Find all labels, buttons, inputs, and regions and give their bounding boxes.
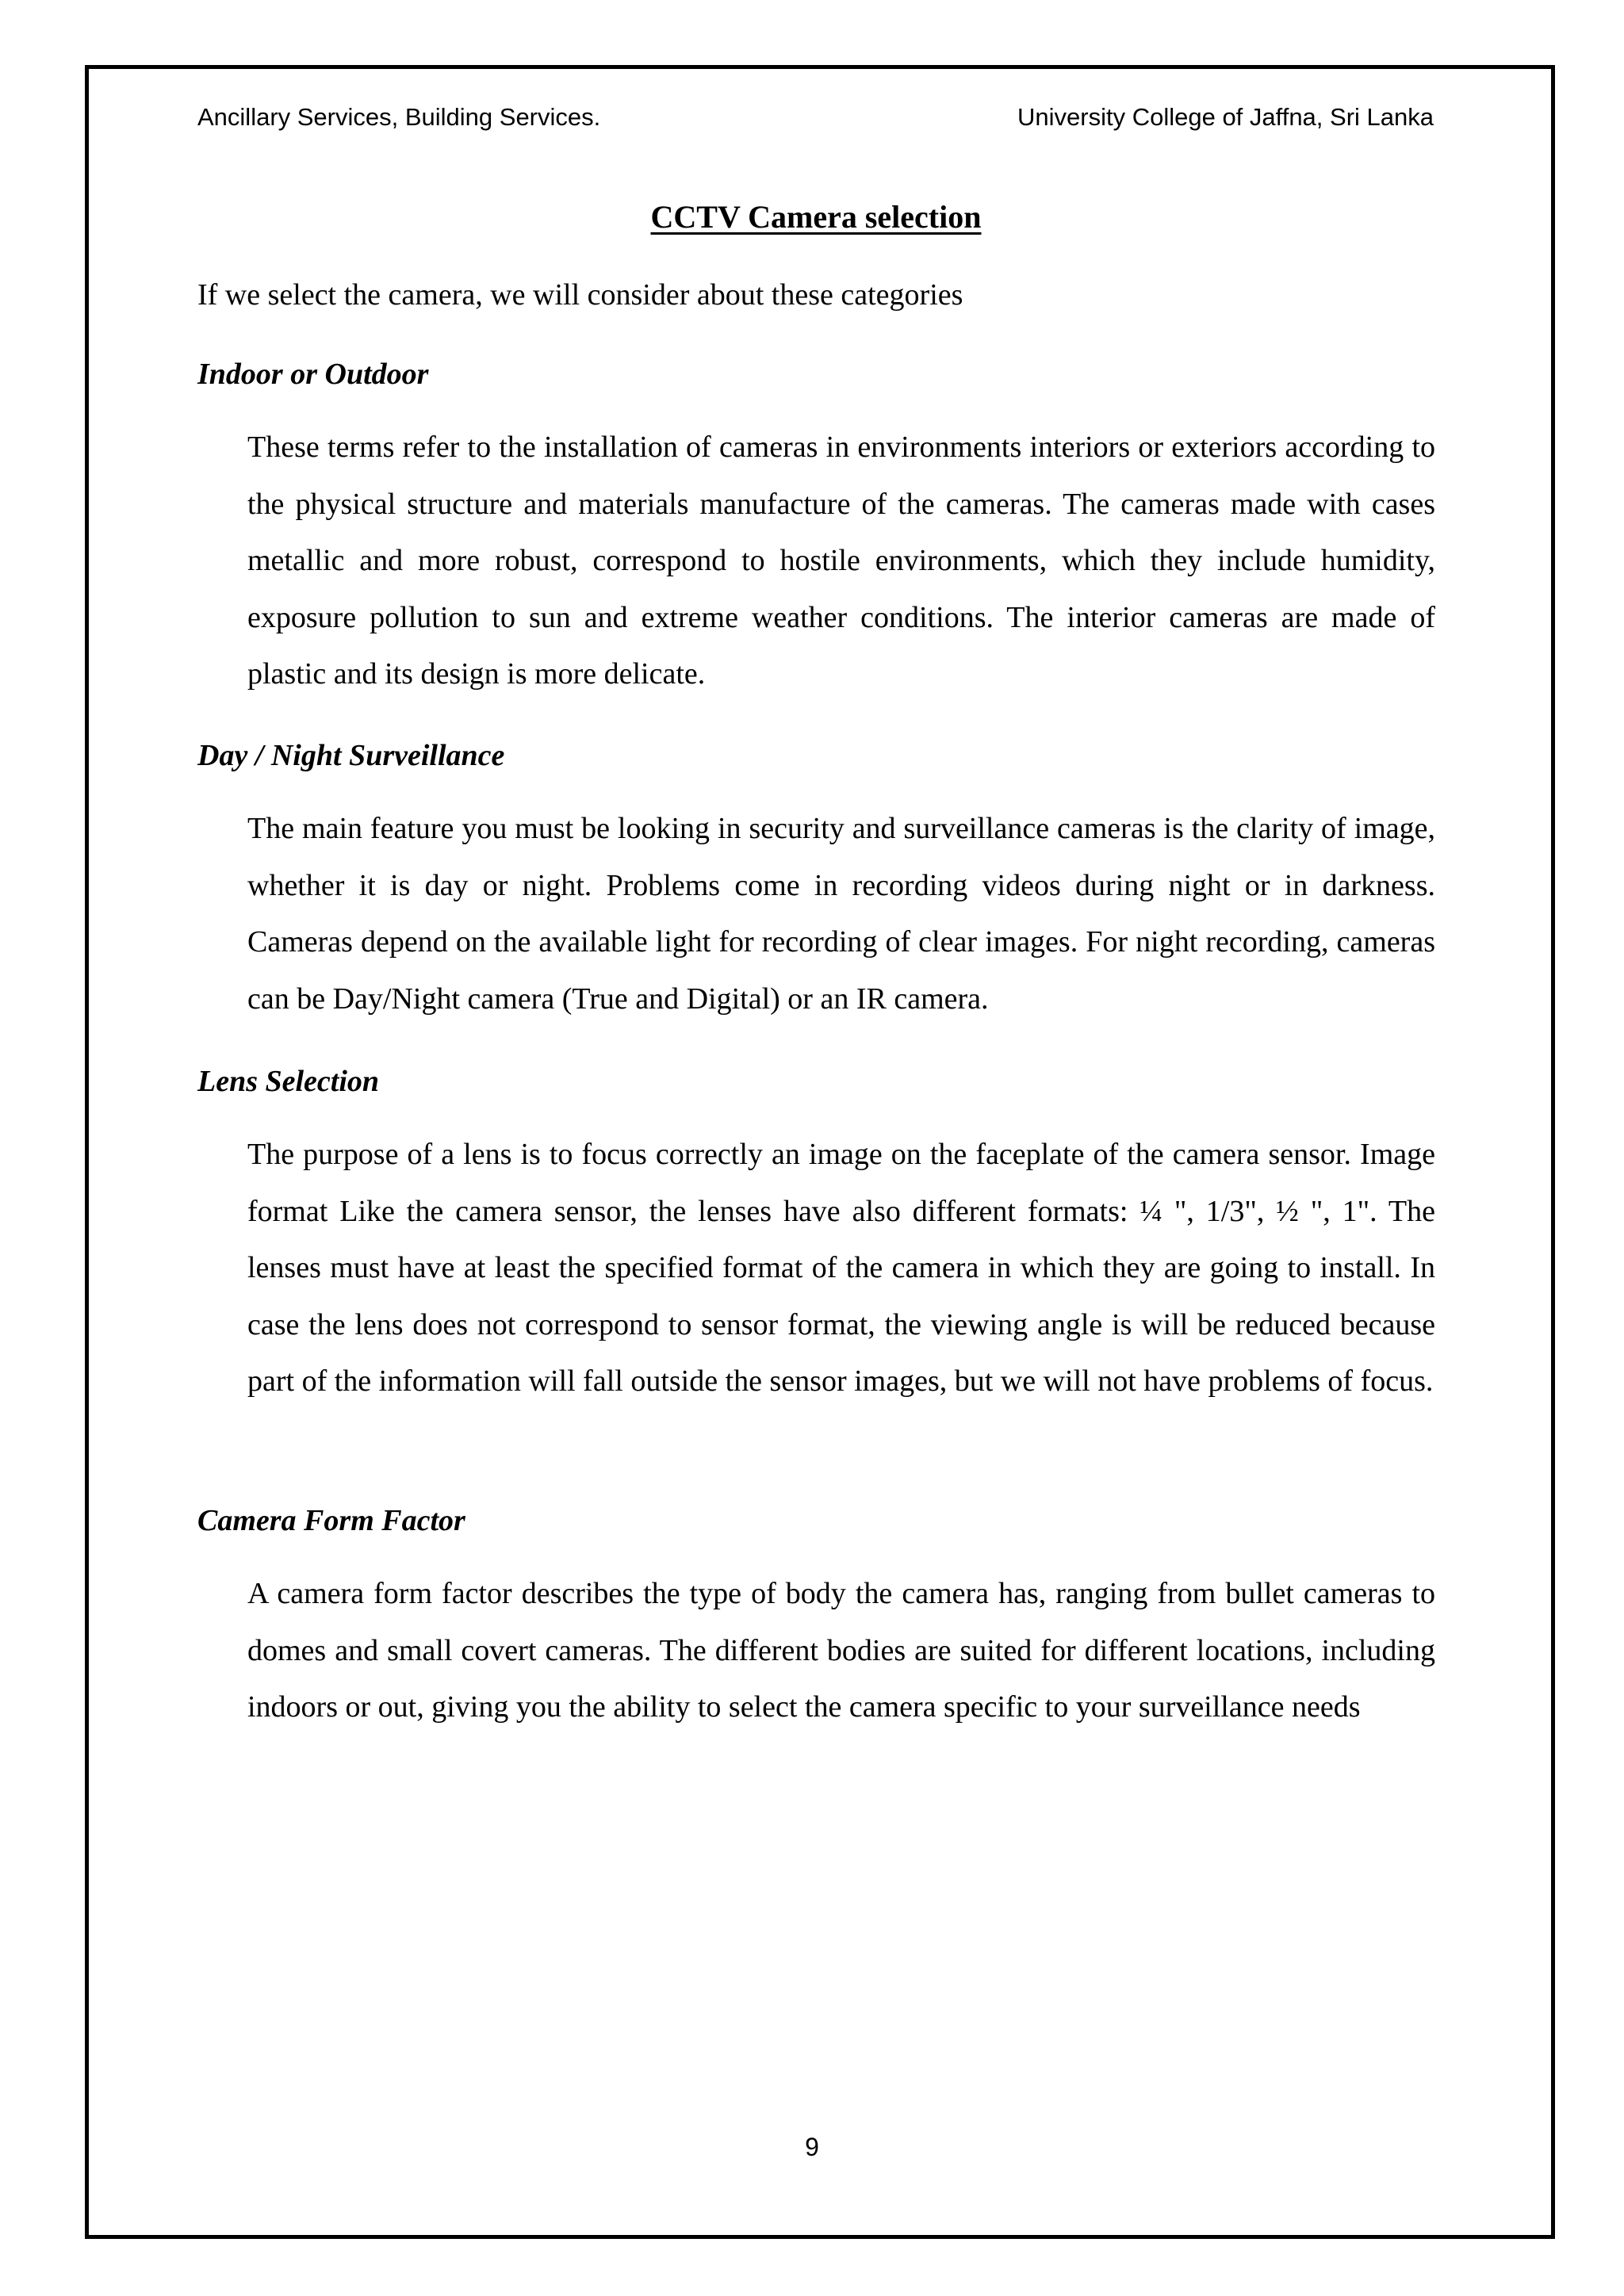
section-body-camera-form-factor: A camera form factor describes the type of body the camera has, ranging from bullet cameras to domes and small covert cameras. The different bodies are suited for different locations, including indoors or out, giving you the ability to select the camera specific to your surveillance needs <box>247 1577 1435 1724</box>
section-body-lens-selection: The purpose of a lens is to focus correctly an image on the faceplate of the camera sensor. Image format Like the camera sensor, the lenses have also different formats: ¼ ", 1/3", ½ ", 1". The lenses must have at least the specified format of the camera in which they are going to install. In case the lens does not correspond to sensor format, the viewing angle is will be reduced because part of the information will fall outside the sensor images, but we will not have problems of focus. <box>247 1138 1435 1398</box>
section-body-indoor-outdoor: These terms refer to the installation of cameras in environments interiors or exteriors according to the physical structure and materials manufacture of the cameras. The cameras made with cases metallic and more robust, correspond to hostile environments, which they include humidity, exposure pollution to sun and extreme weather conditions. The interior cameras are made of plastic and its design is more delicate. <box>247 430 1435 691</box>
header-right-text: University College of Jaffna, Sri Lanka <box>1017 103 1434 131</box>
header-left-text: Ancillary Services, Building Services. <box>197 103 601 131</box>
intro-paragraph: If we select the camera, we will consider about these categories <box>197 278 963 312</box>
page-number: 9 <box>805 2133 819 2161</box>
section-body-day-night: The main feature you must be looking in security and surveillance cameras is the clarity of image, whether it is day or night. Problems come in recording videos during night or in darkness. Cameras depend on the available light for recording of clear images. For night recording, cameras can be Day/Night camera (True and Digital) or an IR camera. <box>247 812 1435 1016</box>
section-heading-camera-form-factor: Camera Form Factor <box>197 1504 465 1537</box>
section-heading-day-night: Day / Night Surveillance <box>197 739 505 772</box>
section-heading-lens-selection: Lens Selection <box>197 1065 380 1098</box>
page-title: CCTV Camera selection <box>650 199 982 235</box>
section-heading-indoor-outdoor: Indoor or Outdoor <box>197 358 429 391</box>
